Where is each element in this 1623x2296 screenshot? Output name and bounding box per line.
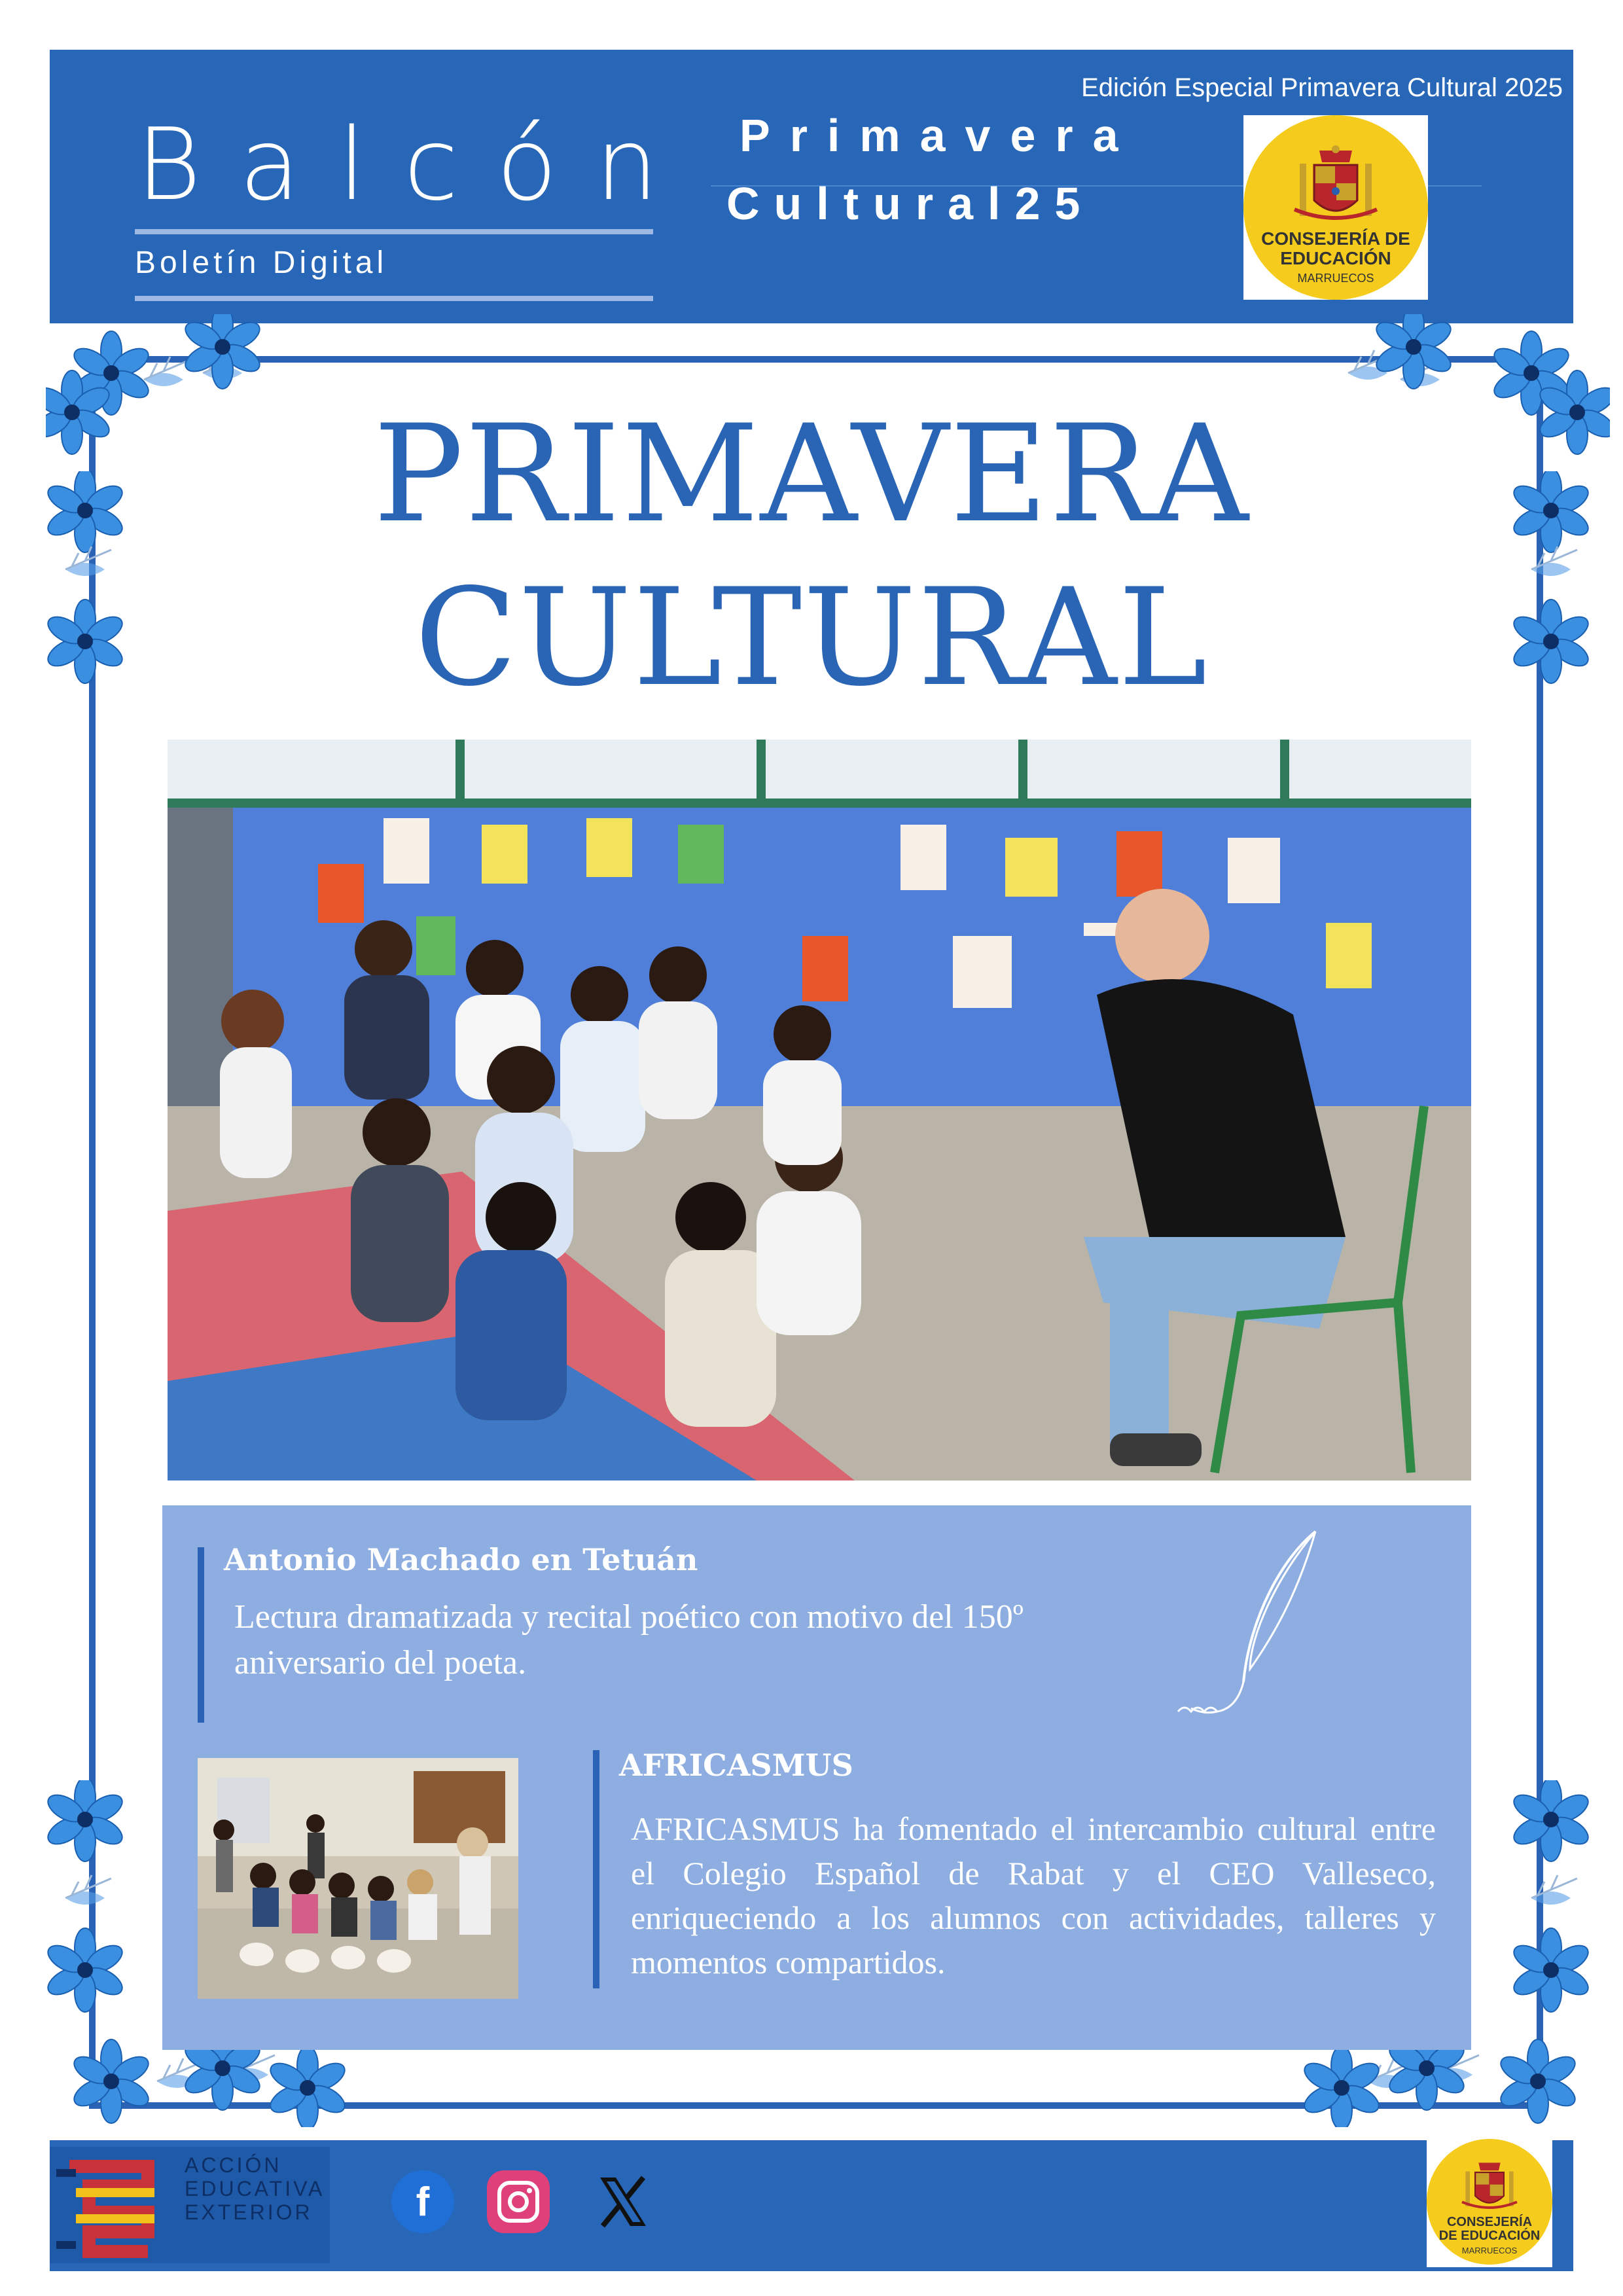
article-text-africasmus: AFRICASMUS ha fomentado el intercambio cultural entre el Colegio Español de Rabat y el CEO Valleseco, enriqueciendo a los alumnos con actividades, talleres y momentos compartidos. [631, 1810, 1436, 1981]
article-text-antonio: Lectura dramatizada y recital poético con motivo del 150º aniversario del poeta. [234, 1598, 1024, 1681]
article-title-africasmus: AFRICASMUS [619, 1748, 853, 1783]
quill-feather-icon [1152, 1518, 1335, 1728]
x-glyph [594, 2172, 652, 2231]
accent-bar [198, 1547, 204, 1723]
header-headline-line1: Primavera [740, 110, 1138, 161]
header-headline-line2: Cultural25 [726, 178, 1095, 229]
brand-title: Balcón [136, 107, 696, 223]
x-icon[interactable] [592, 2170, 654, 2233]
coat-of-arms-icon [1287, 144, 1385, 229]
logo-text: CONSEJERÍA DE EDUCACIÓN [1438, 2215, 1541, 2243]
flower-ornament-right-lower [1505, 1780, 1597, 2029]
coat-of-arms-icon [1457, 2158, 1522, 2215]
main-title [0, 393, 1623, 720]
instagram-glyph [495, 2179, 541, 2225]
logo-subtext: MARRUECOS [1297, 272, 1374, 285]
main-title-line2: CULTURAL [414, 560, 1209, 716]
brand-divider-bottom [135, 296, 653, 301]
aee-wordmark [185, 2153, 325, 2224]
aee-line2: EDUCATIVA [185, 2177, 325, 2200]
classroom-photo [168, 740, 1471, 1480]
africasmus-photo [198, 1758, 518, 1999]
flower-ornament-left-lower [39, 1780, 131, 2029]
aee-line1: ACCIÓN [185, 2153, 282, 2177]
instagram-icon[interactable] [487, 2170, 550, 2233]
edition-label: Edición Especial Primavera Cultural 2025 [1081, 73, 1563, 102]
aee-line3: EXTERIOR [185, 2200, 313, 2224]
consejeria-logo-footer [1427, 2139, 1552, 2267]
consejeria-logo [1243, 115, 1428, 300]
logo-disc [1243, 115, 1428, 300]
facebook-icon[interactable]: f [391, 2170, 454, 2233]
logo-disc [1427, 2139, 1552, 2265]
brand-subtitle: Boletín Digital [135, 245, 388, 280]
aee-emblem-icon [50, 2147, 168, 2263]
logo-subtext: MARRUECOS [1461, 2246, 1518, 2255]
main-title-line1: PRIMAVERA [373, 397, 1250, 552]
article-title-antonio: Antonio Machado en Tetuán [224, 1542, 698, 1577]
accent-bar [593, 1750, 599, 1988]
logo-text: CONSEJERÍA DE EDUCACIÓN [1261, 228, 1410, 268]
brand-divider-top [135, 229, 653, 234]
